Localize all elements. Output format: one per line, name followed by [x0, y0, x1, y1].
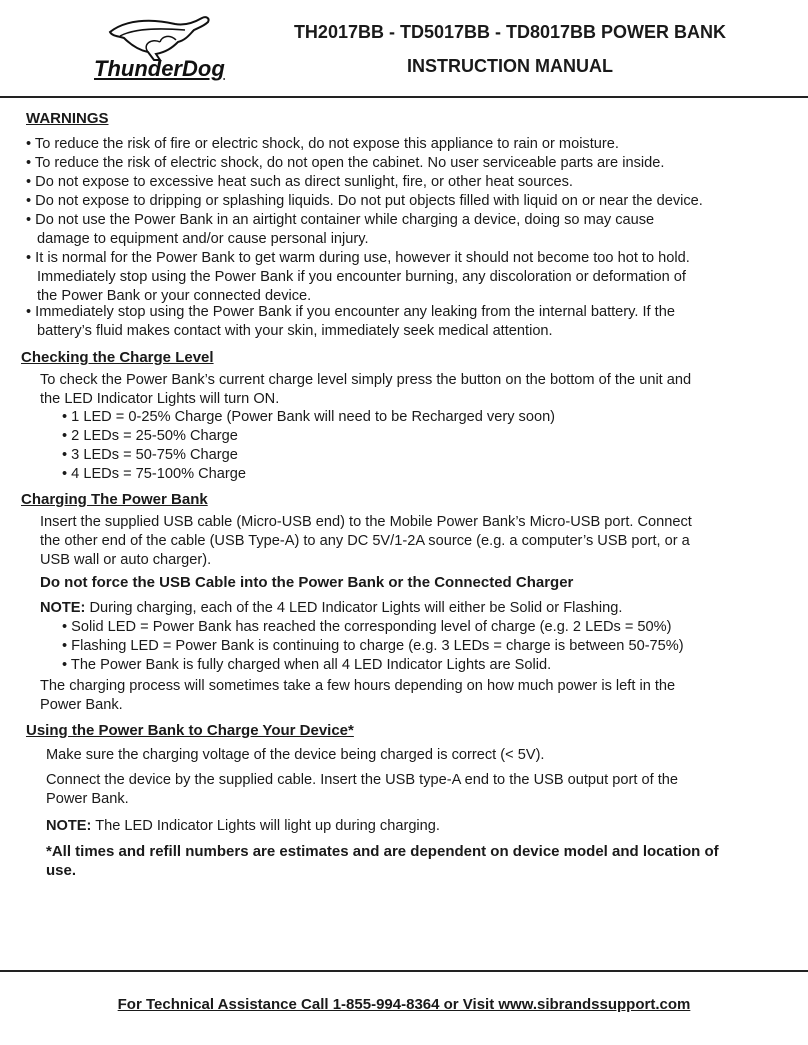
paragraph-line: USB wall or auto charger).: [40, 552, 212, 568]
paragraph-line: the other end of the cable (USB Type-A) to any DC 5V/1-2A source (e.g. a computer’s USB port, or a: [40, 533, 690, 549]
list-item: • It is normal for the Power Bank to get warm during use, however it should not become too hot to hold.: [26, 250, 690, 266]
footer-divider: [0, 970, 808, 972]
paragraph-line: Insert the supplied USB cable (Micro-USB end) to the Mobile Power Bank’s Micro-USB port. Connect: [40, 514, 692, 530]
list-item: • 2 LEDs = 25-50% Charge: [62, 428, 238, 444]
brand-logo: [90, 14, 225, 84]
paragraph-line: Power Bank.: [40, 697, 123, 713]
warnings-heading: WARNINGS: [26, 110, 109, 127]
note-label: NOTE:: [46, 818, 92, 834]
note-text: The LED Indicator Lights will light up during charging.: [91, 818, 440, 834]
paragraph-line: To check the Power Bank’s current charge level simply press the button on the bottom of the unit and: [40, 372, 692, 388]
note-text: During charging, each of the 4 LED Indicator Lights will either be Solid or Flashing.: [85, 600, 623, 616]
list-item: • 4 LEDs = 75-100% Charge: [62, 466, 246, 482]
paragraph-line: Power Bank.: [46, 791, 129, 807]
list-item: the Power Bank or your connected device.: [37, 288, 312, 304]
list-item: • 3 LEDs = 50-75% Charge: [62, 447, 238, 463]
document-title: TH2017BB - TD5017BB - TD8017BB POWER BANK: [293, 22, 727, 42]
list-item: • The Power Bank is fully charged when all 4 LED Indicator Lights are Solid.: [62, 657, 552, 673]
charging-heading: Charging The Power Bank: [21, 491, 208, 508]
note-line: [46, 817, 440, 835]
list-item: damage to equipment and/or cause personal injury.: [37, 231, 369, 247]
list-item: battery’s fluid makes contact with your skin, immediately seek medical attention.: [37, 323, 553, 339]
paragraph-line: the LED Indicator Lights will turn ON.: [40, 391, 280, 407]
list-item: • To reduce the risk of electric shock, do not open the cabinet. No user serviceable parts are inside.: [26, 155, 665, 171]
header-divider: [0, 96, 808, 98]
using-heading: Using the Power Bank to Charge Your Device*: [26, 722, 354, 739]
list-item: • 1 LED = 0-25% Charge (Power Bank will need to be Recharged very soon): [62, 409, 556, 425]
note-label: NOTE:: [40, 600, 86, 616]
list-item: • Immediately stop using the Power Bank if you encounter any leaking from the internal battery. If the: [26, 304, 675, 320]
disclaimer-line: *All times and refill numbers are estimates and are dependent on device model and location of: [46, 843, 719, 860]
checking-heading: Checking the Charge Level: [21, 349, 214, 366]
paragraph-line: Connect the device by the supplied cable. Insert the USB type-A end to the USB output port of the: [46, 772, 678, 788]
greyhound-icon: [90, 14, 225, 62]
list-item: • Solid LED = Power Bank has reached the corresponding level of charge (e.g. 2 LEDs = 50%): [62, 619, 672, 635]
disclaimer-line: use.: [46, 862, 77, 879]
list-item: • Flashing LED = Power Bank is continuing to charge (e.g. 3 LEDs = charge is between 50-75%): [62, 638, 684, 654]
document-subtitle: INSTRUCTION MANUAL: [407, 56, 613, 76]
list-item: Immediately stop using the Power Bank if you encounter burning, any discoloration or deformation of: [37, 269, 686, 285]
list-item: • Do not expose to dripping or splashing liquids. Do not put objects filled with liquid on or near the device.: [26, 193, 703, 209]
note-line: [40, 599, 622, 617]
list-item: • Do not expose to excessive heat such as direct sunlight, fire, or other heat sources.: [26, 174, 573, 190]
footer-support-text: For Technical Assistance Call 1-855-994-8364 or Visit www.sibrandssupport.com: [117, 996, 691, 1013]
list-item: • Do not use the Power Bank in an airtight container while charging a device, doing so may cause: [26, 212, 655, 228]
paragraph-line: Make sure the charging voltage of the device being charged is correct (< 5V).: [46, 747, 545, 763]
brand-wordmark: ThunderDog: [94, 56, 225, 81]
caution-line: Do not force the USB Cable into the Power Bank or the Connected Charger: [40, 574, 574, 591]
list-item: • To reduce the risk of fire or electric shock, do not expose this appliance to rain or moisture.: [26, 136, 619, 152]
paragraph-line: The charging process will sometimes take a few hours depending on how much power is left in the: [40, 678, 676, 694]
